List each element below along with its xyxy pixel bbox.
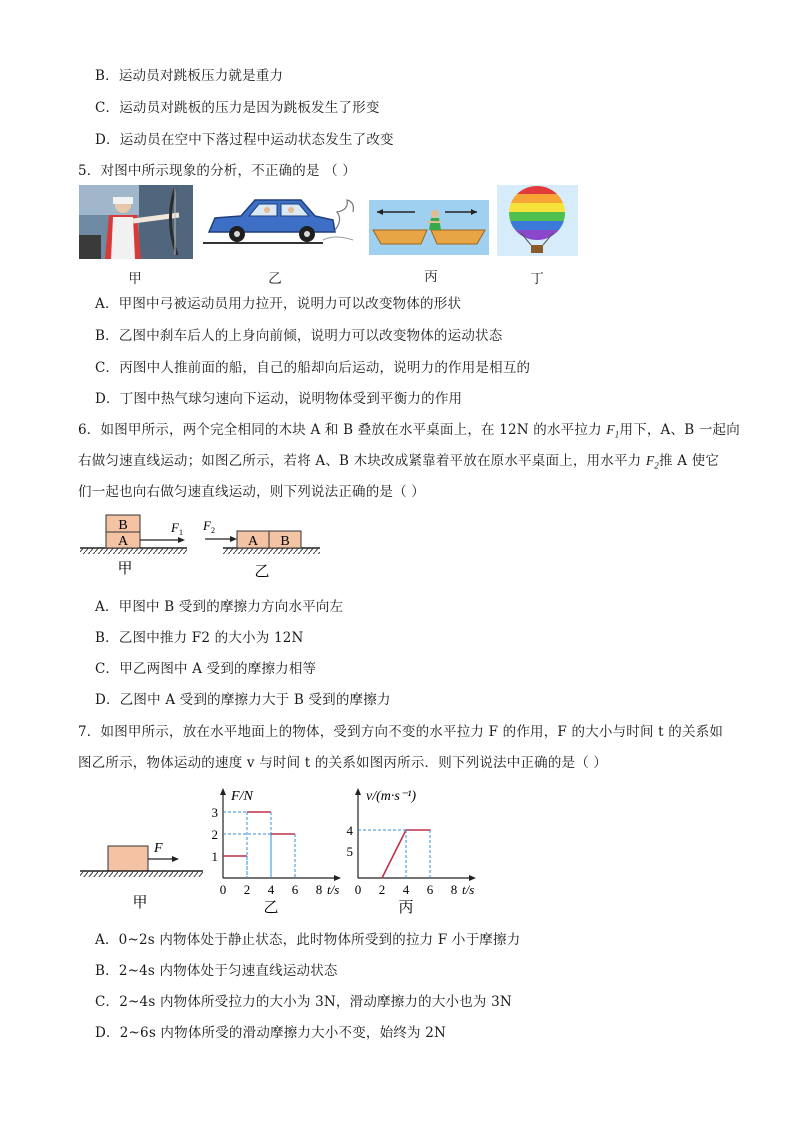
y-tick-label-5: 5	[346, 844, 353, 859]
label-b-stacked: B	[118, 518, 128, 533]
x-tick-label-0: 0	[219, 882, 227, 897]
x-tick-label-6: 6	[291, 882, 299, 897]
balloon-image	[497, 185, 578, 256]
q4-option-b: B．运动员对跳板压力就是重力	[95, 68, 284, 84]
y-tick-label-1: 1	[211, 849, 218, 864]
q6-option-a: A．甲图中 B 受到的摩擦力方向水平向左	[95, 599, 344, 615]
y-tick-label-3: 3	[211, 805, 218, 820]
car-image	[203, 190, 358, 252]
q6-option-c: C．甲乙两图中 A 受到的摩擦力相等	[95, 661, 317, 677]
q4-option-c: C．运动员对跳板的压力是因为跳板发生了形变	[95, 100, 380, 116]
x-axis-arrow	[469, 875, 476, 881]
chart-caption: 乙	[263, 900, 279, 915]
q6-stem-line3: 们一起也向右做匀速直线运动，则下列说法正确的是（ ）	[78, 484, 425, 500]
label-a-stacked: A	[117, 534, 129, 549]
x-tick-label-4: 4	[402, 882, 410, 897]
label-f2: $F_2$	[203, 518, 215, 535]
x-tick-label-2: 2	[243, 882, 251, 897]
caption-ding: 丁	[530, 271, 544, 287]
y-axis-label: v/(m·s⁻¹)	[366, 789, 417, 804]
label-a-side: A	[247, 534, 259, 549]
q7-option-b: B．2~4s 内物体处于匀速直线运动状态	[95, 963, 338, 979]
q7-force-label: F	[154, 841, 163, 856]
x-tick-label-8: 8	[315, 882, 323, 897]
y-axis-arrow	[220, 788, 226, 795]
q6-caption-yi: 乙	[254, 564, 270, 580]
q7-caption-jia: 甲	[132, 895, 148, 911]
q6-option-b: B．乙图中推力 F2 的大小为 12N	[95, 630, 304, 646]
caption-jia: 甲	[128, 271, 142, 287]
x-axis-label: t/s	[327, 882, 340, 897]
q6-stem-line2: 右做匀速直线运动；如图乙所示，若将 A、B 木块改成紧靠着平放在原水平桌面上，用水平力 $F_2$推 A 使它	[78, 453, 720, 471]
q7-option-c: C．2~4s 内物体所受拉力的大小为 3N，滑动摩擦力的大小也为 3N	[95, 994, 512, 1010]
y-axis-label: F/N	[231, 789, 253, 804]
q7-option-a: A．0~2s 内物体处于静止状态，此时物体所受到的拉力 F 小于摩擦力	[95, 932, 521, 948]
x-axis-label: t/s	[462, 882, 475, 897]
x-tick-label-6: 6	[426, 882, 434, 897]
label-f1: $F_1$	[171, 520, 183, 537]
q4-option-d: D．运动员在空中下落过程中运动状态发生了改变	[95, 132, 394, 148]
x-tick-label-0: 0	[354, 882, 362, 897]
q6-stem-line1: 6．如图甲所示，两个完全相同的木块 A 和 B 叠放在水平桌面上，在 12N 的水平拉力 $F_1$用下，A、B 一起向	[78, 422, 740, 440]
q5-option-b: B．乙图中刹车后人的上身向前倾，说明力可以改变物体的运动状态	[95, 328, 503, 344]
q7-stem-line2: 图乙所示，物体运动的速度 v 与时间 t 的关系如图丙所示．则下列说法中正确的是（ ）	[78, 755, 608, 771]
x-tick-label-8: 8	[450, 882, 458, 897]
caption-bing: 丙	[424, 269, 438, 285]
y-tick-label-2: 2	[211, 827, 218, 842]
chart-caption: 丙	[398, 900, 414, 915]
q5-stem: 5．对图中所示现象的分析，不正确的是 （ ）	[78, 163, 357, 179]
q5-option-c: C．丙图中人推前面的船，自己的船却向后运动，说明力的作用是相互的	[95, 360, 531, 376]
x-tick-label-4: 4	[267, 882, 275, 897]
caption-yi: 乙	[268, 271, 282, 287]
label-b-side: B	[280, 534, 290, 549]
chart-velocity-time	[340, 780, 490, 915]
q6-block-figure	[75, 510, 325, 582]
q7-stem-line1: 7．如图甲所示，放在水平地面上的物体，受到方向不变的水平拉力 F 的作用，F 的大小与时间 t 的关系如	[78, 724, 724, 740]
y-axis-arrow	[355, 788, 361, 795]
q7-option-d: D．2~6s 内物体所受的滑动摩擦力大小不变，始终为 2N	[95, 1025, 447, 1041]
q5-option-a: A．甲图中弓被运动员用力拉开，说明力可以改变物体的形状	[95, 296, 462, 312]
q6-option-d: D．乙图中 A 受到的摩擦力大于 B 受到的摩擦力	[95, 692, 391, 708]
velocity-point-0	[381, 877, 383, 879]
archer-image	[79, 185, 193, 259]
q7-fig-jia	[78, 830, 208, 912]
boats-image	[369, 200, 489, 255]
q6-caption-jia: 甲	[117, 561, 133, 577]
y-tick-label-4: 4	[346, 823, 353, 838]
q7-block	[108, 846, 148, 871]
x-tick-label-2: 2	[378, 882, 386, 897]
q5-option-d: D．丁图中热气球匀速向下运动，说明物体受到平衡力的作用	[95, 391, 463, 407]
chart-force-time	[205, 780, 355, 915]
